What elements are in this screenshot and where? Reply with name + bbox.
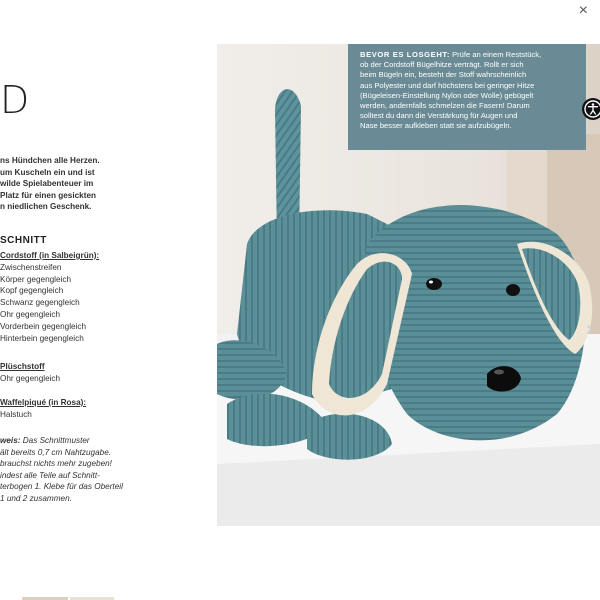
tip-line: werden, andernfalls schmelzen die Fasern! Darum: [360, 101, 530, 111]
heading-letter: D: [0, 78, 31, 122]
tip-line: beim Bügeln ein, besteht der Stoff wahrscheinlich: [360, 70, 527, 80]
cut-group-heading: Waffelpiqué (in Rosa):: [0, 398, 87, 407]
cut-item: Ohr gegengleich: [0, 309, 61, 319]
cut-item: Körper gegengleich: [0, 274, 72, 284]
tip-box: [348, 44, 586, 150]
note-line: [0, 435, 150, 447]
note-line: ält bereits 0,7 cm Nahtzugabe.: [0, 447, 112, 457]
cut-item: Vorderbein gegengleich: [0, 321, 87, 331]
intro-line: Platz für einen gesickten: [0, 190, 97, 200]
cut-group-pluesch: [0, 361, 60, 385]
chevron-right-icon: ›: [586, 318, 593, 340]
cut-group-heading: Plüschstoff: [0, 362, 45, 371]
note-line: terbogen 1. Klebe für das Oberteil: [0, 482, 123, 491]
tip-heading: BEVOR ES LOSGEHT:: [360, 50, 450, 59]
tip-text: Prüfe an einem Reststück,: [449, 50, 542, 59]
section-title-schnitt: SCHNITT: [0, 235, 47, 246]
cut-item: Schwanz gegengleich: [0, 298, 80, 308]
tip-line: (Bügeleisen-Einstellung Nylon oder Wolle) gebügelt: [360, 90, 534, 100]
pattern-note: [0, 435, 150, 504]
cut-item: Kopf gegengleich: [0, 286, 64, 296]
tip-line: Nase besser aufkleben statt sie aufzubügeln.: [360, 121, 512, 131]
cut-item: Ohr gegengleich: [0, 373, 61, 383]
tip-line: [360, 50, 578, 60]
note-text: Das Schnittmuster: [20, 436, 90, 445]
cut-group-cordstoff: [0, 250, 99, 344]
tip-line: aus Polyester und darf höchstens bei geringer Hitze: [360, 80, 535, 90]
tip-line: solltest du dann die Verstärkung für Augen und: [360, 111, 518, 121]
close-icon: ×: [578, 2, 588, 19]
intro-line: wilde Spielabenteuer im: [0, 179, 94, 188]
intro-paragraph: [0, 155, 208, 213]
cut-item: Halstuch: [0, 409, 32, 419]
note-line: indest alle Teile auf Schnitt-: [0, 470, 100, 480]
accessibility-button[interactable]: [582, 98, 600, 120]
close-button[interactable]: [579, 2, 588, 20]
intro-line: ns Hündchen alle Herzen.: [0, 156, 100, 165]
accessibility-icon: [582, 98, 600, 120]
article-text-column: [0, 0, 210, 600]
tip-line: ob der Cordstoff Bügelhitze verträgt. Rollt er sich: [360, 60, 524, 70]
cut-item: Zwischenstreifen: [0, 262, 62, 272]
note-lead: weis:: [0, 436, 21, 445]
intro-line: n niedlichen Geschenk.: [0, 202, 92, 211]
cut-group-heading: Cordstoff (in Salbeigrün):: [0, 251, 100, 260]
next-page-button[interactable]: [586, 318, 593, 341]
intro-line: um Kuscheln ein und ist: [0, 167, 95, 177]
note-line: brauchst nichts mehr zugeben!: [0, 459, 112, 468]
note-line: 1 und 2 zusammen.: [0, 493, 72, 503]
cut-group-waffel: [0, 397, 86, 421]
cut-item: Hinterbein gegengleich: [0, 333, 84, 343]
